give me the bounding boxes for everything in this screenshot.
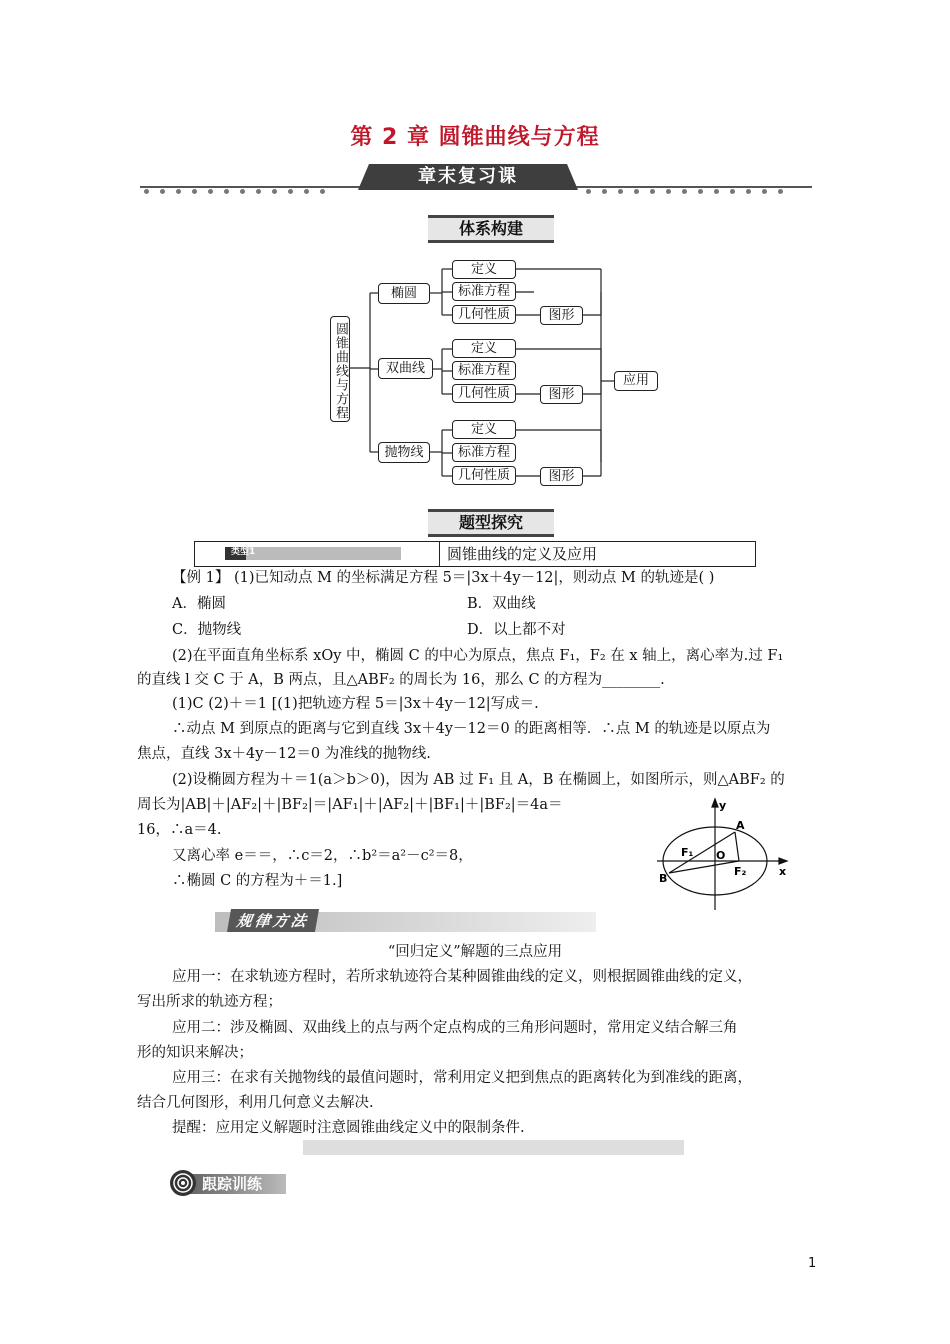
separator-bar	[303, 1140, 684, 1155]
option-a: A．椭圆	[172, 596, 226, 612]
option-d: D．以上都不对	[467, 622, 566, 638]
target-icon	[170, 1170, 196, 1196]
method-app3-line-1: 应用三：在求有关抛物线的最值问题时，常利用定义把到焦点的距离转化为到准线的距离，	[172, 1070, 752, 1086]
answer-line-6: 16，∴a＝4.	[137, 822, 222, 838]
parabola-definition: 定义	[452, 420, 516, 439]
ellipse-figure-diagram	[655, 795, 800, 915]
method-app1-line-1: 应用一：在求轨迹方程时，若所求轨迹符合某种圆锥曲线的定义，则根据圆锥曲线的定义，	[172, 969, 752, 985]
label-o: O	[716, 849, 726, 862]
example-1-question-2-line-1: (2)在平面直角坐标系 xOy 中，椭圆 C 的中心为原点，焦点 F₁，F₂ 在 x 轴上，离心率为.过 F₁	[172, 648, 784, 664]
parabola-standard-eq: 标准方程	[452, 443, 516, 462]
type-tag-label: 类型1	[231, 547, 256, 557]
ellipse-definition: 定义	[452, 260, 516, 279]
ellipse-standard-eq: 标准方程	[452, 282, 516, 301]
method-tip: 提醒：应用定义解题时注意圆锥曲线定义中的限制条件.	[172, 1120, 525, 1136]
parabola-figure: 图形	[540, 467, 583, 486]
y-axis-arrow	[712, 799, 718, 807]
branch-hyperbola: 双曲线	[378, 358, 433, 379]
x-axis-arrow	[779, 858, 787, 864]
method-app3-line-2: 结合几何图形，利用几何意义去解决.	[137, 1095, 374, 1111]
hyperbola-definition: 定义	[452, 339, 516, 358]
banner-title: 章末复习课	[418, 166, 518, 187]
label-x: x	[779, 865, 787, 878]
section-heading-problems: 题型探究	[428, 509, 554, 537]
method-subtitle: “回归定义”解题的三点应用	[387, 944, 563, 960]
application-node: 应用	[614, 371, 658, 391]
label-f2: F₂	[734, 865, 747, 878]
page-number: 1	[808, 1256, 817, 1271]
example-1-question-2-line-2: 的直线 l 交 C 于 A，B 两点，且△ABF₂ 的周长为 16，那么 C 的方程为________.	[137, 672, 665, 688]
answer-line-2: ∴动点 M 到原点的距离与它到直线 3x＋4y－12＝0 的距离相等．∴点 M 的轨迹是以原点为	[172, 721, 771, 737]
type-title: 圆锥曲线的定义及应用	[447, 545, 598, 563]
parabola-geometry: 几何性质	[452, 466, 516, 485]
segment-af2	[735, 832, 739, 861]
ellipse-geometry: 几何性质	[452, 305, 516, 324]
label-y: y	[719, 799, 727, 812]
branch-parabola: 抛物线	[378, 442, 430, 463]
answer-line-3: 焦点，直线 3x＋4y－12＝0 为准线的抛物线.	[137, 746, 431, 762]
hyperbola-standard-eq: 标准方程	[452, 361, 516, 380]
ellipse-figure: 图形	[540, 306, 583, 325]
hyperbola-geometry: 几何性质	[452, 384, 516, 403]
problem-type-row	[194, 541, 756, 567]
method-app2-line-2: 形的知识来解决；	[137, 1045, 253, 1061]
answer-line-4: (2)设椭圆方程为＋＝1(a＞b＞0)，因为 AB 过 F₁ 且 A，B 在椭圆上，如图所示，则△ABF₂ 的	[172, 772, 785, 788]
example-1-question-1: 【例 1】 (1)已知动点 M 的坐标满足方程 5＝|3x＋4y－12|，则动点 M 的轨迹是( )	[172, 570, 715, 586]
method-app2-line-1: 应用二：涉及椭圆、双曲线上的点与两个定点构成的三角形问题时，常用定义结合解三角	[172, 1020, 738, 1036]
option-b: B．双曲线	[467, 596, 536, 612]
concept-root: 圆锥曲线与方程	[330, 316, 350, 422]
method-label: 规律方法	[227, 909, 319, 932]
label-b: B	[659, 872, 668, 885]
answer-line-5: 周长为|AB|＋|AF₂|＋|BF₂|＝|AF₁|＋|AF₂|＋|BF₁|＋|BF₂|＝4a＝	[137, 797, 563, 813]
label-a: A	[736, 819, 745, 832]
answer-line-8: ∴椭圆 C 的方程为＋＝1.]	[172, 873, 343, 889]
section-heading-system: 体系构建	[428, 215, 554, 243]
hyperbola-figure: 图形	[540, 385, 583, 404]
chapter-title: 第 2 章 圆锥曲线与方程	[350, 125, 600, 150]
branch-ellipse: 椭圆	[378, 283, 430, 304]
answer-line-1: (1)C (2)＋＝1 [(1)把轨迹方程 5＝|3x＋4y－12|写成＝.	[172, 696, 539, 712]
label-f1: F₁	[681, 846, 694, 859]
answer-line-7: 又离心率 e＝＝，∴c＝2，∴b²＝a²－c²＝8，	[172, 848, 473, 864]
training-label: 跟踪训练	[202, 1175, 263, 1193]
option-c: C．抛物线	[172, 622, 242, 638]
method-app1-line-2: 写出所求的轨迹方程；	[137, 994, 282, 1010]
type-tag-cell	[195, 542, 440, 566]
